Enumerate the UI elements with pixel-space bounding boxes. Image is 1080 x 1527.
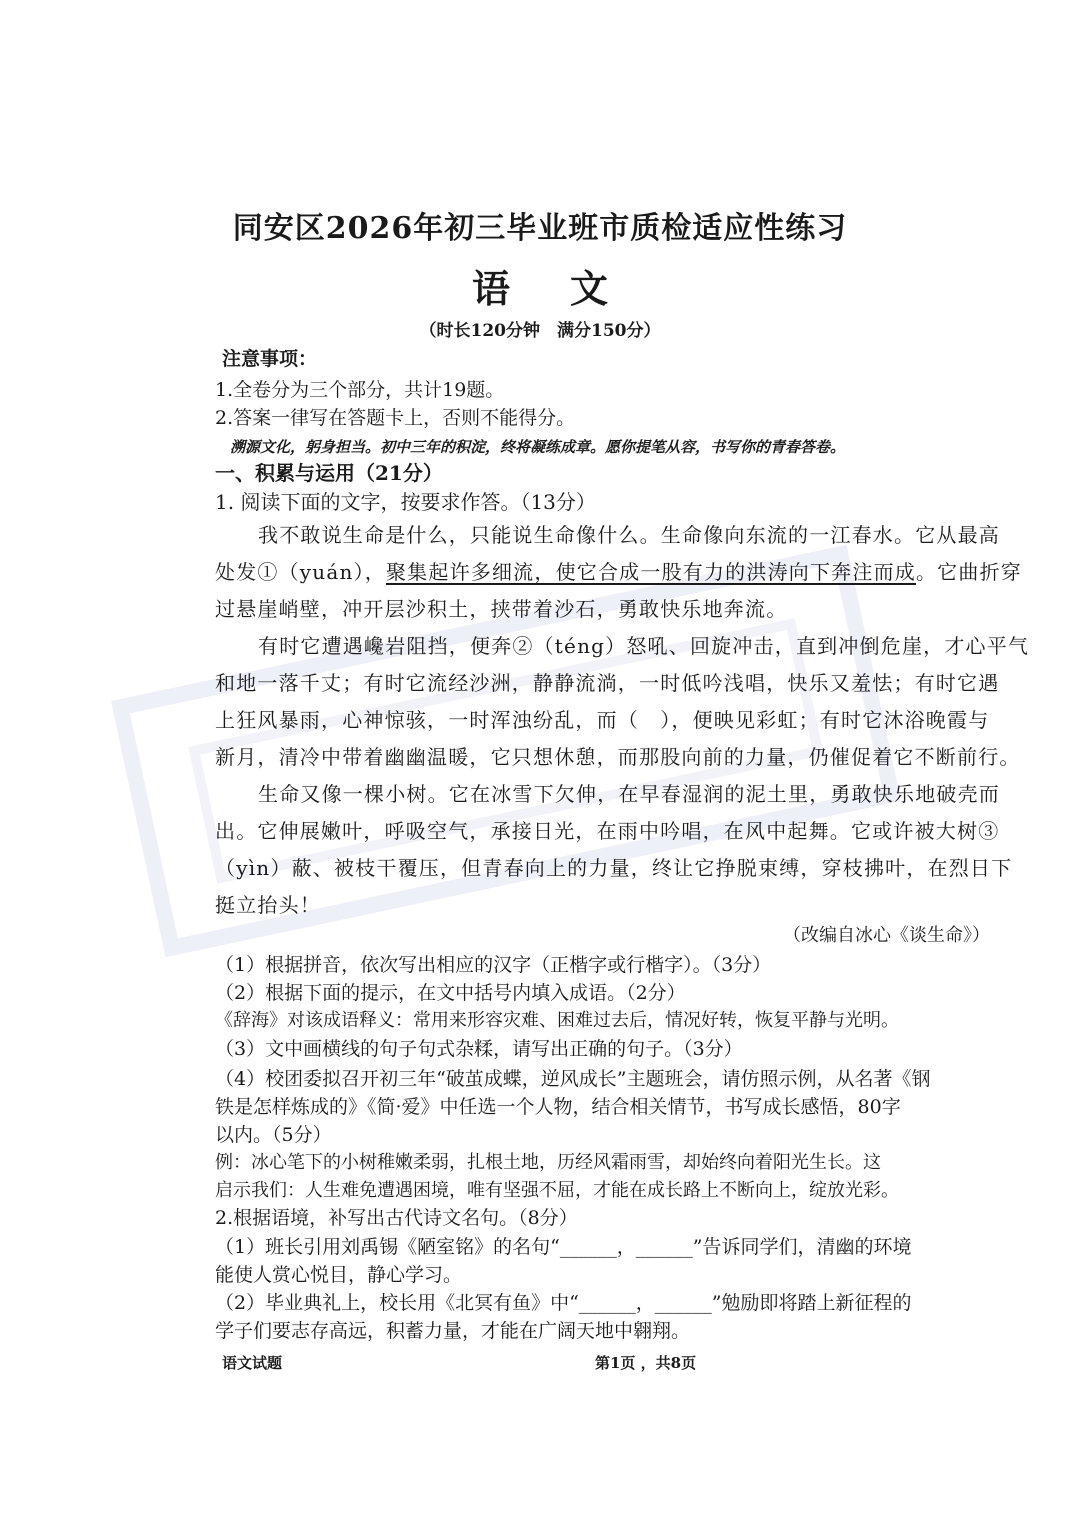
idiom-definition: 《辞海》对该成语释义：常用来形容灾难、困难过去后，情况好转，恢复平静与光明。 bbox=[215, 1010, 899, 1031]
footer-page-number: 第1页 ，共8页 bbox=[595, 1354, 697, 1372]
passage-line-7: 新月，清冷中带着幽幽温暖，它只想休憩，而那股向前的力量，仍催促着它不断前行。 bbox=[215, 745, 1021, 769]
sub-question-1: （1）根据拼音，依次写出相应的汉字（正楷字或行楷字）。（3分） bbox=[215, 954, 772, 976]
section-1-heading: 一、积累与运用（21分） bbox=[215, 461, 443, 485]
q2-line-1: （1）班长引用刘禹锡《陋室铭》的名句“______，______”告诉同学们，清幽的环境 bbox=[215, 1236, 912, 1258]
passage-line-6: 上狂风暴雨，心神惊骇，一时浑浊纷乱，而（ ），便映见彩虹；有时它沐浴晚霞与 bbox=[215, 708, 990, 732]
notice-item-1: 1.全卷分为三个部分，共计19题。 bbox=[215, 379, 505, 401]
passage-line-4: 有时它遭遇巉岩阻挡，便奔②（téng）怒吼、回旋冲击，直到冲倒危崖，才心平气 bbox=[258, 634, 1030, 658]
sub-question-4-line-3: 以内。（5分） bbox=[215, 1124, 332, 1146]
question-1-stem: 1. 阅读下面的文字，按要求作答。（13分） bbox=[215, 490, 596, 514]
notice-item-2: 2.答案一律写在答题卡上，否则不能得分。 bbox=[215, 407, 576, 429]
passage-line-2-start: 处发①（yuán）， bbox=[215, 560, 386, 584]
sub-question-2: （2）根据下面的提示，在文中括号内填入成语。（2分） bbox=[215, 982, 686, 1004]
motto: 溯源文化，躬身担当。初中三年的积淀，终将凝练成章。愿你提笔从容，书写你的青春答卷。 bbox=[230, 438, 846, 456]
passage-line-10: （yìn）蔽、被枝干覆压，但青春向上的力量，终让它挣脱束缚，穿枝拂叶，在烈日下 bbox=[215, 856, 1013, 880]
question-2-stem: 2.根据语境，补写出古代诗文名句。（8分） bbox=[215, 1207, 578, 1229]
passage-line-1: 我不敢说生命是什么，只能说生命像什么。生命像向东流的一江春水。它从最高 bbox=[258, 523, 1000, 547]
passage-line-8: 生命又像一棵小树。它在冰雪下欠伸，在早春湿润的泥土里，勇敢快乐地破壳而 bbox=[258, 782, 1000, 806]
passage-line-2-end: 。它曲折穿 bbox=[915, 560, 1022, 584]
passage-source: （改编自冰心《谈生命》） bbox=[783, 925, 990, 946]
exam-duration: （时长120分钟 满分150分） bbox=[419, 321, 661, 341]
passage-line-9: 出。它伸展嫩叶，呼吸空气，承接日光，在雨中吟唱，在风中起舞。它或许被大树③ bbox=[215, 819, 1000, 843]
sub-question-4-line-2: 铁是怎样炼成的》《简·爱》中任选一个人物，结合相关情节，书写成长感悟，80字 bbox=[215, 1096, 901, 1118]
q2-line-4: 学子们要志存高远，积蓄力量，才能在广阔天地中翱翔。 bbox=[215, 1320, 691, 1342]
q2-line-2: 能使人赏心悦目，静心学习。 bbox=[215, 1264, 463, 1286]
sub-question-3: （3）文中画横线的句子句式杂糅，请写出正确的句子。（3分） bbox=[215, 1038, 743, 1060]
passage-line-3: 过悬崖峭壁，冲开层沙积土，挟带着沙石，勇敢快乐地奔流。 bbox=[215, 597, 788, 621]
notice-heading: 注意事项： bbox=[222, 348, 318, 370]
passage-line-11: 挺立抬头！ bbox=[215, 893, 321, 917]
example-line-2: 启示我们：人生难免遭遇困境，唯有坚强不屈，才能在成长路上不断向上，绽放光彩。 bbox=[215, 1180, 899, 1201]
q2-line-3: （2）毕业典礼上，校长用《北冥有鱼》中“______，______”勉励即将踏上新征程的 bbox=[215, 1292, 912, 1314]
underlined-sentence: 聚集起许多细流，使它合成一股有力的洪涛向下奔注而成 bbox=[385, 560, 916, 584]
exam-title: 同安区2026年初三毕业班市质检适应性练习 bbox=[232, 211, 848, 246]
passage-line-5: 和地一落千丈；有时它流经沙洲，静静流淌，一时低吟浅唱，快乐又羞怯；有时它遇 bbox=[215, 671, 1000, 695]
example-line-1: 例：冰心笔下的小树稚嫩柔弱，扎根土地，历经风霜雨雪，却始终向着阳光生长。这 bbox=[215, 1152, 881, 1173]
footer-subject: 语文试题 bbox=[222, 1354, 283, 1372]
sub-question-4-line-1: （4）校团委拟召开初三年“破茧成蝶，逆风成长”主题班会，请仿照示例，从名著《钢 bbox=[215, 1068, 931, 1090]
subject-title: 语文 bbox=[471, 266, 668, 311]
passage-line-2 bbox=[215, 559, 1022, 585]
